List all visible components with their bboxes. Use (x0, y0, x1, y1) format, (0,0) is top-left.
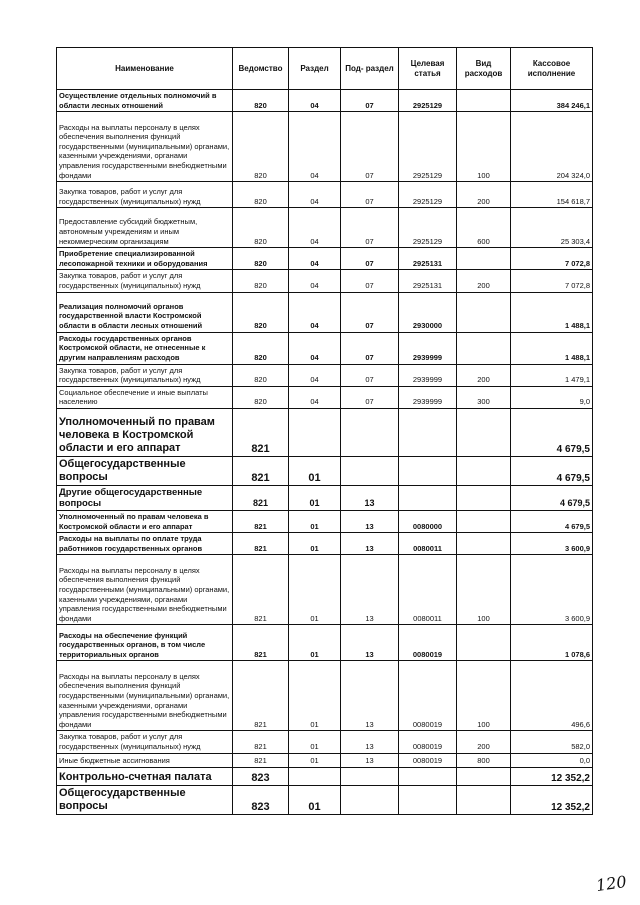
cell-subsection: 13 (341, 485, 399, 510)
cell-target: 0080011 (399, 555, 457, 625)
cell-exp-type: 200 (457, 364, 511, 386)
cell-dept: 820 (233, 270, 289, 292)
cell-dept: 820 (233, 292, 289, 332)
cell-section: 01 (289, 753, 341, 767)
cell-target: 0080019 (399, 731, 457, 753)
cell-target: 0080019 (399, 661, 457, 731)
cell-section: 04 (289, 112, 341, 182)
cell-target (399, 785, 457, 814)
cell-subsection (341, 408, 399, 456)
cell-section: 04 (289, 208, 341, 248)
cell-section: 04 (289, 182, 341, 208)
cell-name: Закупка товаров, работ и услуг для государственных (муниципальных) нужд (57, 731, 233, 753)
cell-section (289, 408, 341, 456)
cell-target: 0080019 (399, 753, 457, 767)
cell-name: Расходы на выплаты по оплате труда работников государственных органов (57, 533, 233, 555)
cell-amount: 7 072,8 (511, 248, 593, 270)
cell-exp-type (457, 485, 511, 510)
cell-exp-type: 800 (457, 753, 511, 767)
cell-name: Расходы на выплаты персоналу в целях обеспечения выполнения функций государственными (муниципальными) органами, казенными учреждениями, органами управления государственными внебюджетными фондами (57, 661, 233, 731)
table-row (57, 485, 593, 510)
cell-exp-type: 200 (457, 182, 511, 208)
cell-target: 0080000 (399, 510, 457, 532)
cell-amount: 1 488,1 (511, 332, 593, 364)
cell-target: 2925129 (399, 182, 457, 208)
cell-amount: 496,6 (511, 661, 593, 731)
header-section: Раздел (289, 48, 341, 90)
cell-section: 01 (289, 731, 341, 753)
cell-target: 0080019 (399, 625, 457, 661)
cell-target (399, 485, 457, 510)
cell-subsection: 13 (341, 510, 399, 532)
cell-dept: 821 (233, 625, 289, 661)
cell-subsection: 13 (341, 555, 399, 625)
cell-subsection: 13 (341, 533, 399, 555)
cell-exp-type (457, 767, 511, 785)
cell-exp-type (457, 248, 511, 270)
cell-name: Расходы на обеспечение функций государственных органов, в том числе территориальных органов (57, 625, 233, 661)
cell-amount: 1 479,1 (511, 364, 593, 386)
cell-exp-type (457, 533, 511, 555)
cell-amount: 4 679,5 (511, 456, 593, 485)
cell-section: 01 (289, 456, 341, 485)
cell-name: Закупка товаров, работ и услуг для государственных (муниципальных) нужд (57, 270, 233, 292)
cell-dept: 821 (233, 510, 289, 532)
cell-target: 2939999 (399, 386, 457, 408)
cell-exp-type (457, 785, 511, 814)
cell-section: 01 (289, 625, 341, 661)
table-body (57, 90, 593, 815)
header-exp-type: Вид расходов (457, 48, 511, 90)
cell-subsection: 07 (341, 208, 399, 248)
cell-name: Приобретение специализированной лесопожарной техники и оборудования (57, 248, 233, 270)
table-row (57, 292, 593, 332)
cell-subsection: 07 (341, 364, 399, 386)
cell-subsection: 13 (341, 731, 399, 753)
cell-section: 04 (289, 386, 341, 408)
cell-amount: 3 600,9 (511, 555, 593, 625)
table-row (57, 456, 593, 485)
cell-target (399, 408, 457, 456)
cell-target: 2925131 (399, 248, 457, 270)
cell-subsection (341, 785, 399, 814)
cell-name: Предоставление субсидий бюджетным, автономным учреждениям и иным некоммерческим организациям (57, 208, 233, 248)
cell-target: 2925129 (399, 208, 457, 248)
table-row (57, 208, 593, 248)
cell-amount: 9,0 (511, 386, 593, 408)
cell-section: 01 (289, 661, 341, 731)
cell-exp-type: 100 (457, 112, 511, 182)
table-row (57, 248, 593, 270)
budget-table (56, 47, 593, 815)
cell-dept: 820 (233, 112, 289, 182)
cell-target: 2930000 (399, 292, 457, 332)
cell-name: Реализация полномочий органов государственной власти Костромской области в области лесных отношений (57, 292, 233, 332)
cell-section: 04 (289, 364, 341, 386)
cell-amount: 4 679,5 (511, 408, 593, 456)
cell-dept: 820 (233, 364, 289, 386)
cell-name: Расходы на выплаты персоналу в целях обеспечения выполнения функций государственными (муниципальными) органами, казенными учреждениями, органами управления государственными внебюджетными фондами (57, 112, 233, 182)
table-row (57, 386, 593, 408)
cell-dept: 821 (233, 408, 289, 456)
cell-subsection: 07 (341, 270, 399, 292)
cell-subsection (341, 767, 399, 785)
cell-subsection: 13 (341, 753, 399, 767)
cell-section: 04 (289, 248, 341, 270)
cell-amount: 7 072,8 (511, 270, 593, 292)
cell-amount: 154 618,7 (511, 182, 593, 208)
header-dept: Ведомство (233, 48, 289, 90)
cell-name: Контрольно-счетная палата (57, 767, 233, 785)
cell-target: 2925129 (399, 90, 457, 112)
cell-exp-type: 200 (457, 270, 511, 292)
cell-dept: 820 (233, 386, 289, 408)
cell-amount: 384 246,1 (511, 90, 593, 112)
cell-section: 04 (289, 292, 341, 332)
table-row (57, 364, 593, 386)
table-row (57, 555, 593, 625)
cell-amount: 4 679,5 (511, 485, 593, 510)
cell-name: Уполномоченный по правам человека в Костромской области и его аппарат (57, 510, 233, 532)
cell-exp-type (457, 510, 511, 532)
cell-dept: 820 (233, 248, 289, 270)
cell-subsection: 07 (341, 386, 399, 408)
cell-target: 2939999 (399, 332, 457, 364)
cell-dept: 821 (233, 661, 289, 731)
cell-dept: 821 (233, 753, 289, 767)
cell-subsection: 13 (341, 661, 399, 731)
cell-amount: 0,0 (511, 753, 593, 767)
cell-section: 01 (289, 510, 341, 532)
cell-section: 04 (289, 332, 341, 364)
cell-section: 04 (289, 270, 341, 292)
cell-target (399, 456, 457, 485)
cell-dept: 821 (233, 456, 289, 485)
cell-name: Общегосударственные вопросы (57, 456, 233, 485)
cell-dept: 823 (233, 767, 289, 785)
table-row (57, 731, 593, 753)
cell-amount: 3 600,9 (511, 533, 593, 555)
table-header-row (57, 48, 593, 90)
cell-section: 01 (289, 533, 341, 555)
table-row (57, 625, 593, 661)
cell-amount: 1 078,6 (511, 625, 593, 661)
cell-section: 01 (289, 485, 341, 510)
cell-name: Уполномоченный по правам человека в Костромской области и его аппарат (57, 408, 233, 456)
cell-exp-type (457, 408, 511, 456)
cell-amount: 25 303,4 (511, 208, 593, 248)
cell-amount: 204 324,0 (511, 112, 593, 182)
table-row (57, 510, 593, 532)
cell-dept: 820 (233, 90, 289, 112)
cell-exp-type: 100 (457, 555, 511, 625)
cell-target: 2925131 (399, 270, 457, 292)
cell-dept: 821 (233, 731, 289, 753)
cell-exp-type: 100 (457, 661, 511, 731)
cell-subsection: 07 (341, 332, 399, 364)
cell-section (289, 767, 341, 785)
header-target: Целевая статья (399, 48, 457, 90)
table-row (57, 533, 593, 555)
table-row (57, 270, 593, 292)
cell-name: Иные бюджетные ассигнования (57, 753, 233, 767)
cell-exp-type: 300 (457, 386, 511, 408)
table-row (57, 332, 593, 364)
table-row (57, 661, 593, 731)
cell-name: Расходы государственных органов Костромской области, не отнесенные к другим направлениям расходов (57, 332, 233, 364)
cell-exp-type (457, 292, 511, 332)
cell-exp-type (457, 332, 511, 364)
cell-section: 04 (289, 90, 341, 112)
table-row (57, 753, 593, 767)
cell-subsection (341, 456, 399, 485)
cell-amount: 582,0 (511, 731, 593, 753)
cell-name: Закупка товаров, работ и услуг для государственных (муниципальных) нужд (57, 182, 233, 208)
cell-amount: 12 352,2 (511, 785, 593, 814)
cell-amount: 4 679,5 (511, 510, 593, 532)
cell-exp-type (457, 90, 511, 112)
header-name: Наименование (57, 48, 233, 90)
table-row (57, 90, 593, 112)
header-subsection: Под- раздел (341, 48, 399, 90)
cell-subsection: 13 (341, 625, 399, 661)
cell-exp-type (457, 625, 511, 661)
cell-target (399, 767, 457, 785)
table-row (57, 785, 593, 814)
cell-exp-type (457, 456, 511, 485)
table-row (57, 182, 593, 208)
cell-name: Закупка товаров, работ и услуг для государственных (муниципальных) нужд (57, 364, 233, 386)
cell-subsection: 07 (341, 248, 399, 270)
table-row (57, 408, 593, 456)
cell-dept: 821 (233, 555, 289, 625)
cell-name: Расходы на выплаты персоналу в целях обеспечения выполнения функций государственными (муниципальными) органами, казенными учреждениями, органами управления государственными внебюджетными фондами (57, 555, 233, 625)
cell-section: 01 (289, 555, 341, 625)
table-row (57, 767, 593, 785)
cell-section: 01 (289, 785, 341, 814)
header-amount: Кассовое исполнение (511, 48, 593, 90)
cell-name: Осуществление отдельных полномочий в области лесных отношений (57, 90, 233, 112)
cell-amount: 12 352,2 (511, 767, 593, 785)
cell-dept: 820 (233, 208, 289, 248)
cell-exp-type: 200 (457, 731, 511, 753)
cell-dept: 821 (233, 485, 289, 510)
cell-target: 2925129 (399, 112, 457, 182)
cell-subsection: 07 (341, 292, 399, 332)
cell-amount: 1 488,1 (511, 292, 593, 332)
cell-name: Социальное обеспечение и иные выплаты населению (57, 386, 233, 408)
cell-dept: 823 (233, 785, 289, 814)
cell-name: Общегосударственные вопросы (57, 785, 233, 814)
table-row (57, 112, 593, 182)
cell-subsection: 07 (341, 112, 399, 182)
cell-subsection: 07 (341, 90, 399, 112)
cell-dept: 821 (233, 533, 289, 555)
cell-exp-type: 600 (457, 208, 511, 248)
page-number: 120 (594, 871, 628, 896)
cell-target: 2939999 (399, 364, 457, 386)
cell-target: 0080011 (399, 533, 457, 555)
cell-subsection: 07 (341, 182, 399, 208)
cell-dept: 820 (233, 182, 289, 208)
cell-dept: 820 (233, 332, 289, 364)
cell-name: Другие общегосударственные вопросы (57, 485, 233, 510)
